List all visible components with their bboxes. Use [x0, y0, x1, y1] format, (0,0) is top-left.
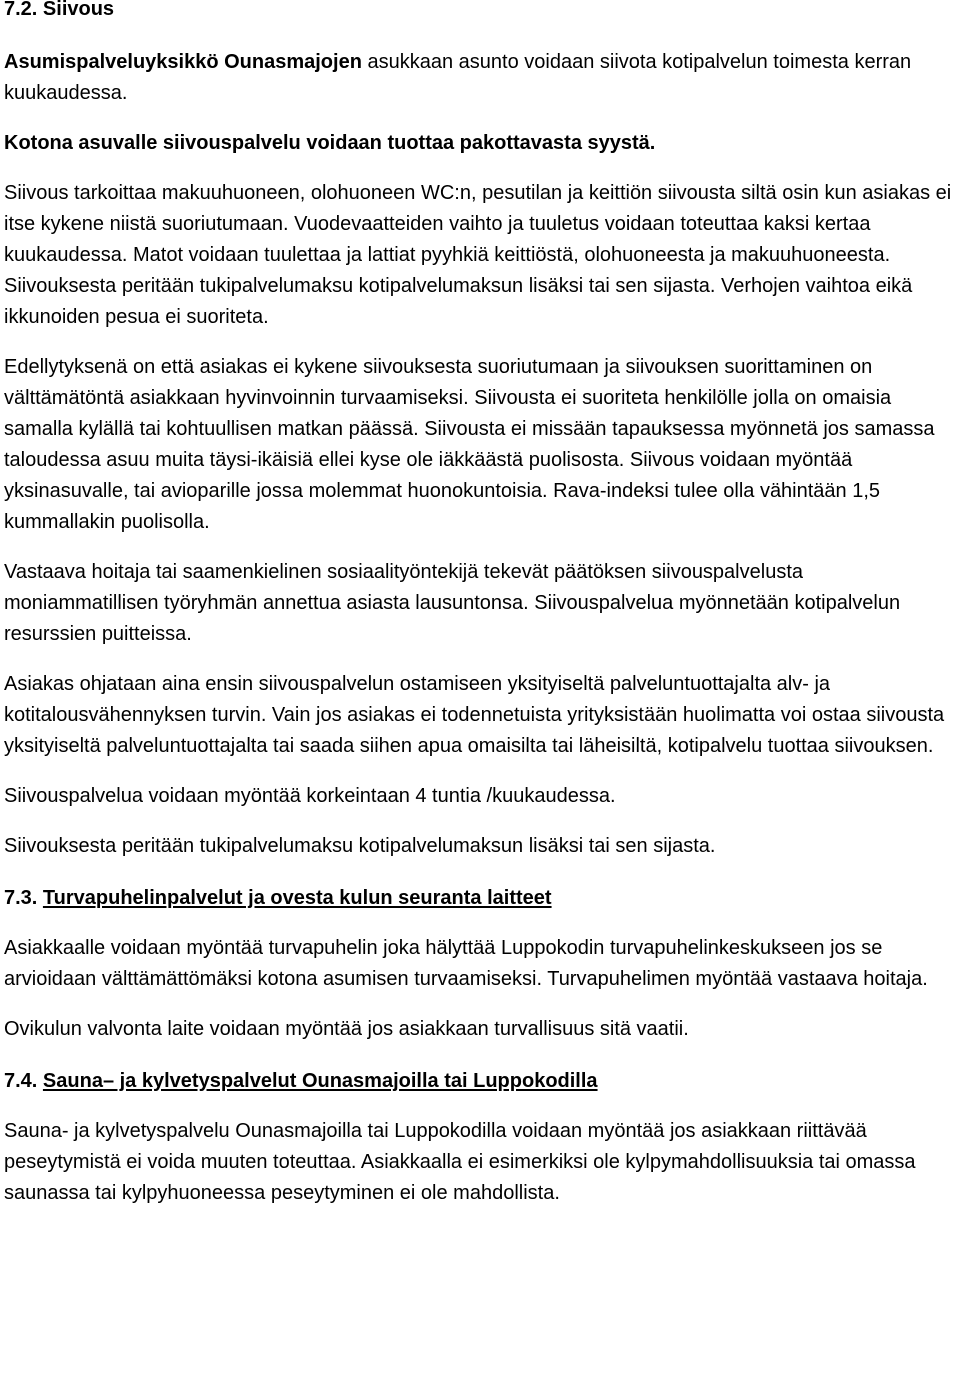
section-heading-7-2	[4, 0, 952, 25]
paragraph: Asiakas ohjataan aina ensin siivouspalvelun ostamiseen yksityiseltä palveluntuottajalta alv- ja kotitalousvähennyksen turvin. Vain jos asiakas ei todennetuista yrityksistään huolimatta voi ostaa siivousta yksityiseltä palveluntuottajalta tai saada siihen apua omaisilta tai läheisiltä, kotipalvelu tuottaa siivouksen.	[4, 673, 945, 757]
paragraph: Asiakkaalle voidaan myöntää turvapuhelin joka hälyttää Luppokodin turvapuhelinkeskukseen jos se arvioidaan välttämättömäksi kotona asumisen turvaamiseksi. Turvapuhelimen myöntää vastaava hoitaja.	[4, 937, 928, 990]
paragraph: Sauna- ja kylvetyspalvelu Ounasmajoilla tai Luppokodilla voidaan myöntää jos asiakkaan riittävää peseytymistä ei voida muuten toteuttaa. Asiakkaalla ei esimerkiksi ole kylpymahdollisuuksia tai omassa saunassa tai kylpyhuoneessa peseytyminen ei ole mahdollista.	[4, 1120, 916, 1204]
paragraph-text: asukkaan asunto voidaan siivota kotipalvelun toimesta kerran kuukaudessa.	[4, 51, 912, 104]
section-title: Sauna– ja kylvetyspalvelut Ounasmajoilla tai Luppokodilla	[42, 1070, 598, 1092]
paragraph: Siivouksesta peritään tukipalvelumaksu kotipalvelumaksun lisäksi tai sen sijasta.	[4, 835, 716, 857]
section-number: 7.2.	[4, 0, 38, 20]
paragraph	[4, 47, 952, 109]
paragraph: Edellytyksenä on että asiakas ei kykene siivouksesta suoriutumaan ja siivouksen suorittaminen on välttämätöntä asiakkaan hyvinvoinnin turvaamiseksi. Siivousta ei suoriteta henkilölle jolla on omaisia samalla kylällä tai kohtuullisen matkan päässä. Siivousta ei missään tapauksessa myönnetä jos samassa taloudessa asuu muita täysi-ikäisiä ellei kyse ole iäkkäästä puolisosta. Siivous voidaan myöntää yksinasuvalle, tai avioparille jossa molemmat huonokuntoisia. Rava-indeksi tulee olla vähintään 1,5 kummallakin puolisolla.	[4, 356, 935, 533]
paragraph-bold: Kotona asuvalle siivouspalvelu voidaan tuottaa pakottavasta syystä.	[4, 132, 656, 154]
bold-term: Asumispalveluyksikkö Ounasmajojen	[4, 51, 362, 73]
section-number: 7.3.	[4, 887, 38, 909]
section-number: 7.4.	[4, 1070, 38, 1092]
paragraph: Vastaava hoitaja tai saamenkielinen sosiaalityöntekijä tekevät päätöksen siivouspalvelusta moniammatillisen työryhmän annettua asiasta lausuntonsa. Siivouspalvelua myönnetään kotipalvelun resurssien puitteissa.	[4, 561, 901, 645]
paragraph: Siivous tarkoittaa makuuhuoneen, olohuoneen WC:n, pesutilan ja keittiön siivousta siltä osin kun asiakas ei itse kykene niistä suoriutumaan. Vuodevaatteiden vaihto ja tuuletus voidaan toteuttaa kaksi kertaa kuukaudessa. Matot voidaan tuulettaa ja lattiat pyyhkiä keittiöstä, olohuoneesta ja makuuhuoneesta. Siivouksesta peritään tukipalvelumaksu kotipalvelumaksun lisäksi tai sen sijasta. Verhojen vaihtoa eikä ikkunoiden pesua ei suoriteta.	[4, 182, 952, 328]
paragraph: Siivouspalvelua voidaan myöntää korkeintaan 4 tuntia /kuukaudessa.	[4, 785, 616, 807]
section-heading-7-4	[4, 1066, 952, 1097]
paragraph: Ovikulun valvonta laite voidaan myöntää jos asiakkaan turvallisuus sitä vaatii.	[4, 1018, 689, 1040]
section-heading-7-3	[4, 883, 952, 914]
section-title: Turvapuhelinpalvelut ja ovesta kulun seuranta laitteet	[42, 887, 552, 909]
section-title: Siivous	[42, 0, 115, 20]
